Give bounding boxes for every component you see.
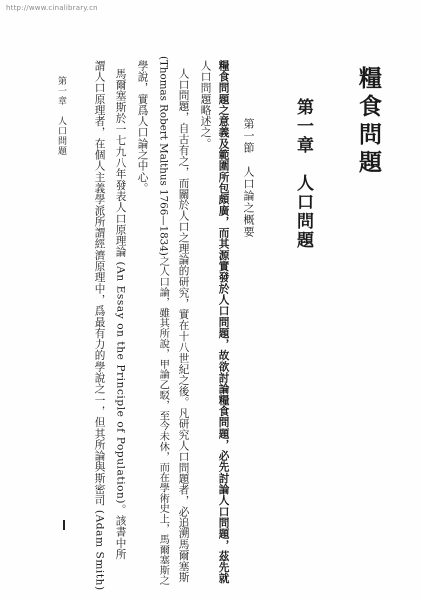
section-title: 第一節 人口論之概要 (242, 118, 255, 238)
chapter-title: 第一章 人口問題 (293, 98, 313, 250)
paragraph-line-2: 人口問題略述之。 (199, 60, 212, 150)
paragraph-line-3: 人口問題，自古有之，而關於人口之理論的研究，實在十八世紀之後。凡研究人口問題者，必追溯馬爾塞斯 (177, 68, 190, 583)
paragraph-line-4: (Thomas Robert Malthus 1766—1834)之人口論，雖其所說，甲論乙駁，至今未休，而在學術史上，馬爾塞斯之 (157, 56, 170, 586)
book-title: 糧食問題 (355, 66, 382, 178)
paragraph-line-6: 馬爾塞斯於一七九八年發表人口原理論 (An Essay on the Principle of Population)。該書中所 (114, 68, 127, 560)
paragraph-line-1: 糧食問題之意義及範圍所包頗廣，而其源實發於人口問題，故欲討論糧食問題，必先討論人口問題，茲先就 (217, 60, 230, 585)
line-mark (63, 520, 65, 530)
paragraph-line-7: 謂人口原理者，在個人主義學派所謂經濟原理中，爲最有力的學說之一，但其所論與斯密司 (Adam Smith) (93, 60, 106, 591)
watermark-url: http://www.cinalibrary.cn (6, 4, 98, 12)
running-footer: 第一章 人口問題 (56, 76, 66, 156)
paragraph-line-5: 學說，實爲人口論之中心。 (136, 60, 149, 194)
